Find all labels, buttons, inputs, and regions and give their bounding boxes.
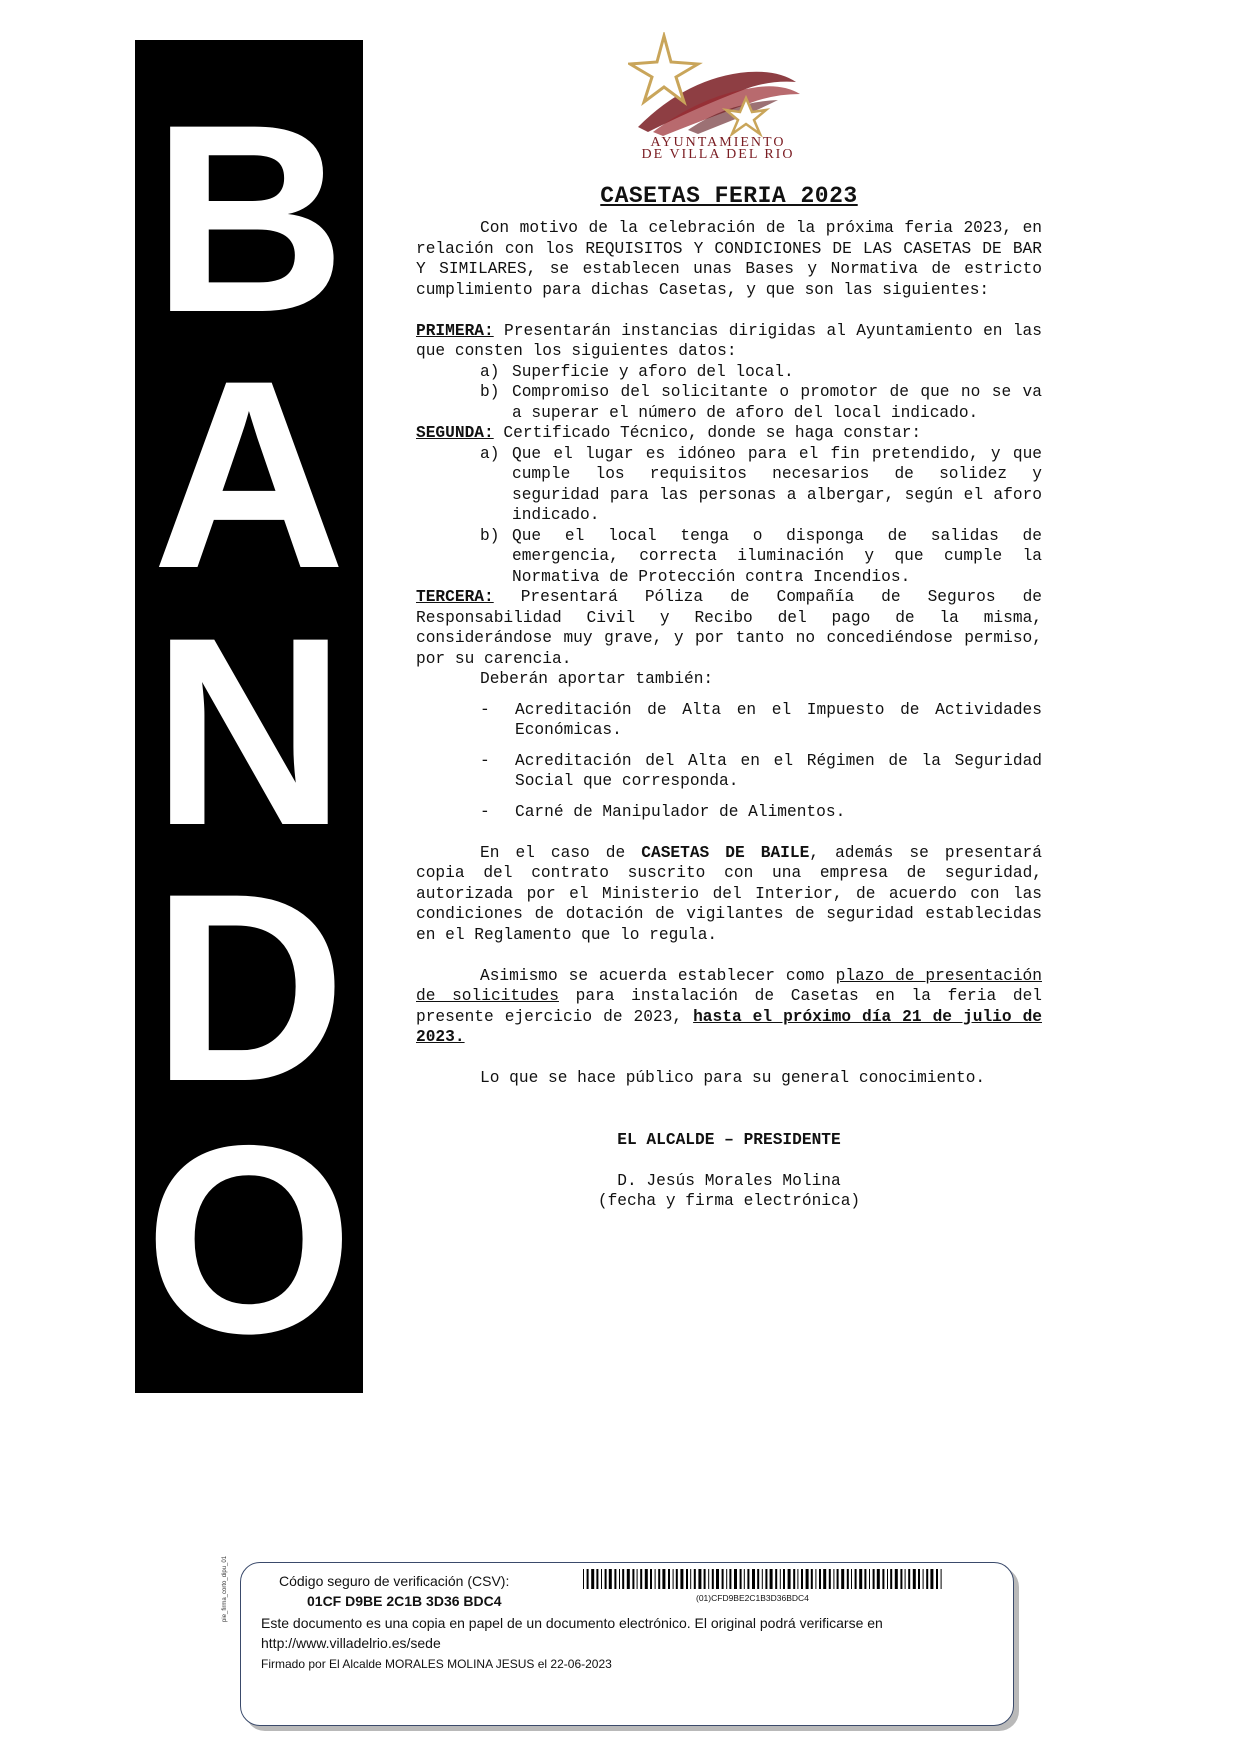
- barcode-bar: [869, 1569, 870, 1589]
- barcode-bar: [801, 1569, 803, 1589]
- barcode-bar: [712, 1569, 714, 1589]
- banner-letter-d: D: [152, 837, 346, 1137]
- barcode-bar: [622, 1569, 624, 1589]
- barcode-bar: [668, 1569, 670, 1589]
- barcode-bar: [601, 1569, 602, 1589]
- barcode-bar: [780, 1569, 781, 1589]
- banner-letter-o: O: [144, 1089, 354, 1389]
- barcode-bar: [704, 1569, 706, 1589]
- barcode-bar: [882, 1569, 884, 1589]
- barcode-bar: [726, 1569, 727, 1589]
- barcode-bar: [930, 1569, 933, 1589]
- barcode-bar: [829, 1569, 831, 1589]
- banner-letter-b: B: [152, 68, 346, 368]
- barcode-bar: [609, 1569, 612, 1589]
- barcode-bar: [775, 1569, 777, 1589]
- barcode-bar: [841, 1569, 844, 1589]
- list-item: b) Compromiso del solicitante o promotor de que no se va a superar el número de aforo del local indicado.: [480, 383, 1042, 422]
- signature-name: D. Jesús Morales Molina: [617, 1171, 841, 1190]
- barcode-bar: [908, 1569, 910, 1589]
- barcode-bar: [690, 1569, 691, 1589]
- barcode-bar: [676, 1569, 678, 1589]
- closing-paragraph: Lo que se hace público para su general conocimiento.: [480, 1069, 986, 1087]
- barcode-bar: [747, 1569, 749, 1589]
- barcode-bar: [740, 1569, 742, 1589]
- barcode-bar: [905, 1569, 906, 1589]
- barcode-bar: [877, 1569, 880, 1589]
- barcode-bar: [655, 1569, 656, 1589]
- barcode-text: (01)CFD9BE2C1B3D36BDC4: [696, 1593, 809, 1603]
- barcode-bar: [662, 1569, 665, 1589]
- barcode-bar: [900, 1569, 902, 1589]
- barcode-bar: [811, 1569, 813, 1589]
- barcode-bar: [658, 1569, 660, 1589]
- barcode-bar: [632, 1569, 634, 1589]
- csv-verification-box: [240, 1562, 1014, 1726]
- barcode-bar: [847, 1569, 849, 1589]
- notice-content: [416, 182, 1042, 1212]
- plazo-paragraph: Asimismo se acuerda establecer como plazo de presentación de solicitudes para instalación de Casetas en la feria del presente ejercicio de 2023, hasta el próximo día 21 de julio de 2023.: [416, 966, 1042, 1046]
- list-item: - Acreditación del Alta en el Régimen de la Seguridad Social que corresponda.: [480, 751, 1042, 790]
- barcode-bar: [645, 1569, 648, 1589]
- barcode-bar: [913, 1569, 916, 1589]
- intro-paragraph: Con motivo de la celebración de la próxima feria 2023, en relación con los REQUISITOS Y CONDICIONES DE LAS CASETAS DE BAR Y SIMILARES, se establecen unas Bases y Normativa de estricto cumplimiento para dichas Casetas, y que son las siguientes:: [416, 219, 1042, 299]
- list-item: a) Que el lugar es idóneo para el fin pretendido, y que cumple los requisitos necesarios de solidez y seguridad para las personas a albergar, según el aforo indicado.: [480, 444, 1042, 524]
- barcode-bar: [926, 1569, 928, 1589]
- signature-note: (fecha y firma electrónica): [597, 1192, 861, 1210]
- barcode-bar: [765, 1569, 767, 1589]
- segunda-text: Certificado Técnico, donde se haga constar:: [493, 424, 922, 442]
- tercera-text: Presentará Póliza de Compañía de Seguros de Responsabilidad Civil y Recibo del pago de la misma, considerándose muy grave, y por tanto no concediéndose permiso, por su carencia.: [416, 588, 1042, 668]
- bando-banner: [135, 40, 363, 1393]
- barcode-bar: [640, 1569, 642, 1589]
- barcode-bar: [936, 1569, 938, 1589]
- barcode-bar: [587, 1569, 589, 1589]
- barcode-bar: [686, 1569, 688, 1589]
- barcode-bar: [734, 1569, 737, 1589]
- list-item: a) Superficie y aforo del local.: [480, 362, 794, 381]
- ademas-text: Deberán aportar también:: [480, 670, 714, 688]
- signature-role: EL ALCALDE – PRESIDENTE: [617, 1130, 841, 1149]
- barcode-bar: [591, 1569, 594, 1589]
- barcode-bar: [722, 1569, 724, 1589]
- list-item: - Acreditación de Alta en el Impuesto de Actividades Económicas.: [480, 700, 1042, 739]
- barcode-bar: [851, 1569, 852, 1589]
- csv-code: 01CF D9BE 2C1B 3D36 BDC4: [307, 1593, 502, 1609]
- barcode-bar: [716, 1569, 719, 1589]
- segunda-label: SEGUNDA:: [416, 424, 494, 442]
- barcode-bar: [708, 1569, 709, 1589]
- barcode-bar: [833, 1569, 834, 1589]
- tercera-label: TERCERA:: [416, 588, 494, 606]
- csv-line-2: http://www.villadelrio.es/sede: [261, 1635, 441, 1651]
- barcode-bar: [864, 1569, 866, 1589]
- page-title: CASETAS FERIA 2023: [600, 183, 858, 209]
- csv-line-1: Este documento es una copia en papel de un documento electrónico. El original podrá verificarse en: [261, 1615, 883, 1631]
- barcode-bar: [596, 1569, 598, 1589]
- barcode-bar: [806, 1569, 809, 1589]
- barcode-bar: [887, 1569, 888, 1589]
- barcode-bar: [757, 1569, 759, 1589]
- barcode-bar: [605, 1569, 607, 1589]
- barcode-bar: [744, 1569, 745, 1589]
- barcode-bar: [788, 1569, 791, 1589]
- logo-line-1: AYUNTAMIENTO: [650, 135, 786, 150]
- barcode-icon: [583, 1569, 943, 1589]
- barcode-bar: [895, 1569, 898, 1589]
- barcode-bar: [770, 1569, 773, 1589]
- barcode-bar: [698, 1569, 701, 1589]
- primera-text: Presentarán instancias dirigidas al Ayuntamiento en las que consten los siguientes datos:: [416, 321, 1042, 360]
- segunda-paragraph: [416, 423, 1042, 444]
- tercera-paragraph: [416, 587, 1042, 669]
- barcode-bar: [941, 1569, 942, 1589]
- barcode-bar: [918, 1569, 920, 1589]
- barcode-bar: [752, 1569, 755, 1589]
- csv-line-3: Firmado por El Alcalde MORALES MOLINA JESUS el 22-06-2023: [261, 1657, 612, 1671]
- barcode-bar: [583, 1569, 584, 1589]
- barcode-bar: [619, 1569, 620, 1589]
- banner-letter-a: A: [152, 324, 346, 624]
- barcode-bar: [923, 1569, 924, 1589]
- baile-paragraph: En el caso de CASETAS DE BAILE, además se presentará copia del contrato suscrito con una empresa de seguridad, autorizada por el Ministerio del Interior, de acuerdo con las condiciones de dotación de vigilantes de seguridad establecidas en el Reglamento que lo regula.: [416, 843, 1042, 944]
- barcode-bar: [729, 1569, 731, 1589]
- list-item: - Carné de Manipulador de Alimentos.: [480, 802, 846, 821]
- barcode-bar: [793, 1569, 795, 1589]
- baile-bold: CASETAS DE BAILE: [641, 843, 810, 862]
- barcode-bar: [819, 1569, 821, 1589]
- barcode-bar: [637, 1569, 638, 1589]
- barcode-bar: [783, 1569, 785, 1589]
- barcode-bar: [823, 1569, 826, 1589]
- barcode-bar: [815, 1569, 816, 1589]
- barcode-bar: [873, 1569, 875, 1589]
- barcode-bar: [627, 1569, 630, 1589]
- csv-label: Código seguro de verificación (CSV):: [279, 1573, 510, 1589]
- barcode-bar: [650, 1569, 652, 1589]
- barcode-bar: [680, 1569, 683, 1589]
- logo-line-2: DE VILLA DEL RIO: [641, 147, 795, 162]
- barcode-bar: [859, 1569, 862, 1589]
- plazo-underlined: plazo de presentación de solicitudes: [416, 966, 1042, 1005]
- barcode-bar: [797, 1569, 798, 1589]
- barcode-bar: [694, 1569, 696, 1589]
- barcode-bar: [762, 1569, 763, 1589]
- list-item: b) Que el local tenga o disponga de salidas de emergencia, correcta iluminación y que cumple la Normativa de Protección contra Incendios.: [480, 526, 1042, 586]
- barcode-bar: [855, 1569, 857, 1589]
- side-tag: pie_firma_corto_dipu_01: [222, 1555, 228, 1622]
- banner-letter-n: N: [152, 581, 346, 881]
- barcode-bar: [614, 1569, 616, 1589]
- plazo-deadline: hasta el próximo día 21 de julio de 2023.: [416, 1007, 1042, 1046]
- primera-paragraph: [416, 321, 1042, 362]
- primera-label: PRIMERA:: [416, 321, 494, 340]
- barcode-bar: [837, 1569, 839, 1589]
- barcode-bar: [890, 1569, 892, 1589]
- barcode-bar: [673, 1569, 674, 1589]
